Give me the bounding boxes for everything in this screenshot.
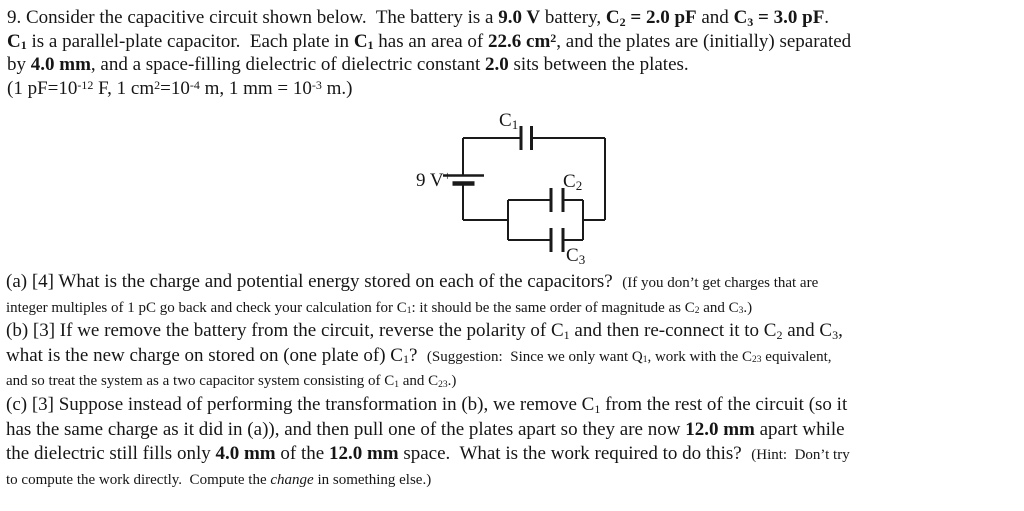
question-parts — [6, 270, 850, 491]
text-segment: 2.0 — [484, 54, 509, 76]
text-segment: has the same charge as it did in (a)), and then pull one of the plates apart so they are now — [6, 418, 686, 440]
text-segment: the dielectric still fills only — [6, 443, 216, 465]
text-segment: (b) [3] If we remove the battery from the circuit, reverse the polarity of C — [6, 320, 564, 342]
text-segment: 2 — [550, 30, 557, 45]
text-segment: 1 — [394, 380, 399, 391]
text-segment: 1 — [20, 38, 27, 53]
text-segment: 3 — [747, 14, 754, 29]
text-segment: 1 — [367, 38, 374, 53]
text-segment: F, 1 cm — [93, 78, 155, 100]
text-segment: and so treat the system as a two capacitor system consisting of C — [6, 373, 395, 390]
text-segment: (1 pF=10 — [7, 78, 78, 100]
text-segment: by — [7, 54, 31, 76]
text-segment: -3 — [311, 78, 322, 93]
text-segment: , — [838, 320, 843, 342]
text-segment: 3 — [738, 306, 744, 317]
text-line — [7, 77, 851, 101]
text-segment: is a parallel-plate capacitor. Each plate in — [26, 30, 354, 52]
text-segment: 1 — [563, 327, 570, 342]
text-segment: and C — [782, 320, 833, 342]
text-segment: (Hint: Don’t try — [751, 447, 850, 464]
text-segment: : it should be the same order of magnitude as C — [411, 299, 695, 316]
text-line — [6, 467, 850, 492]
capacitor-c1 — [521, 126, 532, 150]
text-segment: (c) [3] Suppose instead of performing the transformation in (b), we remove C — [6, 393, 595, 415]
c3-label: C3 — [566, 245, 586, 267]
text-line — [6, 393, 850, 418]
text-segment: (If you don’t get charges that are — [622, 275, 819, 291]
text-segment: what is the new charge on stored on (one plate of) C — [6, 344, 403, 366]
text-segment: sits between the plates. — [508, 54, 689, 76]
text-segment: 2 — [694, 306, 700, 317]
text-segment: battery, — [540, 7, 606, 28]
text-segment: .) — [743, 299, 753, 316]
text-line — [6, 270, 850, 295]
text-segment: 1 — [594, 401, 601, 416]
text-segment: space. What is the work required to do this? — [398, 443, 752, 465]
text-segment: C — [733, 7, 748, 28]
text-segment: (Suggestion: Since we only want Q — [426, 348, 643, 365]
text-segment: 9. Consider the capacitive circuit shown below. The battery is a — [7, 7, 499, 28]
text-segment: 3 — [832, 327, 839, 342]
text-segment: integer multiples of 1 pC go back and check your calculation for C — [6, 299, 407, 316]
text-segment: (a) [4] What is the charge and potential energy stored on each of the capacitors? — [6, 271, 623, 292]
c2-label: C2 — [563, 171, 583, 193]
text-segment: equivalent, — [761, 348, 832, 365]
text-line — [7, 30, 851, 54]
text-segment: m, 1 mm = 10 — [199, 78, 312, 100]
text-segment: 22.6 cm — [488, 30, 551, 52]
text-segment: and — [696, 7, 734, 28]
text-segment: 2 — [776, 327, 783, 342]
capacitor-c2 — [551, 188, 563, 212]
text-segment: 23 — [752, 355, 762, 366]
text-line — [6, 319, 850, 344]
text-segment: in something else.) — [313, 471, 432, 488]
text-segment: change — [270, 471, 314, 488]
text-line — [7, 6, 851, 30]
text-segment: 12.0 mm — [685, 418, 755, 440]
text-segment: = 3.0 pF — [753, 7, 825, 28]
text-line — [6, 295, 850, 320]
capacitor-c3 — [551, 228, 563, 252]
text-segment: and C — [699, 299, 739, 316]
text-segment: C — [605, 7, 620, 28]
text-line — [6, 442, 850, 467]
circuit-wires — [463, 138, 605, 240]
text-segment: 4.0 mm — [215, 443, 276, 465]
text-line — [7, 53, 851, 77]
text-segment: 23 — [438, 380, 448, 391]
text-segment: .) — [447, 373, 457, 390]
text-segment: 1 — [406, 306, 412, 317]
text-segment: has an area of — [373, 30, 489, 52]
text-segment: m.) — [321, 78, 353, 100]
text-segment: 2 — [154, 78, 161, 93]
text-segment: from the rest of the circuit (so it — [600, 393, 848, 415]
text-segment: to compute the work directly. Compute the — [6, 471, 271, 488]
text-segment: C — [353, 30, 368, 52]
text-segment: and then re-connect it to C — [569, 320, 777, 342]
c1-label: C1 — [499, 110, 519, 132]
text-segment: 1 — [642, 355, 648, 366]
text-segment: , and a space-filling dielectric of dielectric constant — [90, 54, 485, 76]
text-segment: ? — [408, 344, 427, 366]
battery-voltage-label: 9 V+ — [416, 168, 451, 191]
battery-plus-sign: + — [443, 168, 451, 183]
text-segment: of the — [275, 443, 329, 465]
text-segment: 12.0 mm — [328, 443, 399, 465]
text-segment: C — [7, 30, 21, 52]
text-line — [6, 418, 850, 443]
text-segment: 9.0 V — [498, 7, 541, 28]
text-segment: -12 — [77, 78, 94, 93]
text-segment: -4 — [189, 78, 200, 93]
text-segment: 2 — [619, 14, 626, 29]
text-segment: apart while — [754, 418, 845, 440]
text-segment: 1 — [402, 352, 409, 367]
text-line — [6, 368, 850, 393]
text-segment: = 2.0 pF — [625, 7, 697, 28]
text-segment: =10 — [160, 78, 190, 100]
text-line — [6, 344, 850, 369]
text-segment: . — [824, 7, 830, 28]
text-segment: 4.0 mm — [30, 54, 91, 76]
text-segment: , and the plates are (initially) separated — [556, 30, 852, 52]
text-segment: , work with the C — [647, 348, 753, 365]
problem-statement — [7, 6, 851, 101]
text-segment: and C — [399, 373, 439, 390]
